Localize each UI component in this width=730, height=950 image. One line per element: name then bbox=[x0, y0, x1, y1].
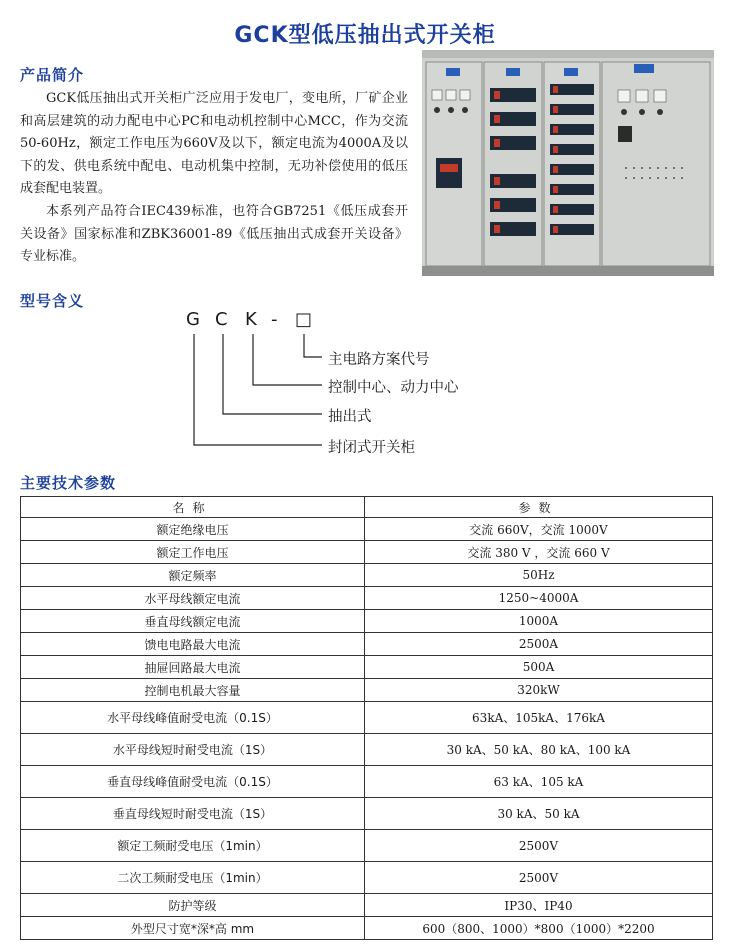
intro-paragraph-2: 本系列产品符合IEC439标准，也符合GB7251《低压成套开关设备》国家标准和ZBK36001-89《低压抽出式成套开关设备》专业标准。 bbox=[20, 203, 408, 265]
table-row bbox=[21, 830, 713, 862]
table-row bbox=[21, 798, 713, 830]
model-label-control-center: 控制中心、动力中心 bbox=[328, 380, 459, 396]
model-letter-c: C bbox=[215, 309, 228, 330]
row-value: 2500V bbox=[365, 862, 713, 894]
table-row bbox=[21, 679, 713, 702]
row-name: 控制电机最大容量 bbox=[21, 679, 365, 702]
row-value: 30 kA、50 kA、80 kA、100 kA bbox=[365, 734, 713, 766]
row-name: 额定工作电压 bbox=[21, 541, 365, 564]
model-label-enclosed: 封闭式开关柜 bbox=[328, 440, 415, 456]
row-value: 交流 660V，交流 1000V bbox=[365, 518, 713, 541]
table-row bbox=[21, 734, 713, 766]
row-name: 水平母线短时耐受电流（1S） bbox=[21, 734, 365, 766]
row-name: 垂直母线峰值耐受电流（0.1S） bbox=[21, 766, 365, 798]
row-value: 30 kA、50 kA bbox=[365, 798, 713, 830]
row-value: 2500V bbox=[365, 830, 713, 862]
row-value: 1250~4000A bbox=[365, 587, 713, 610]
switchgear-cabinet-image bbox=[422, 50, 714, 276]
row-value: 500A bbox=[365, 656, 713, 679]
model-letter-k: K bbox=[245, 309, 257, 330]
table-row bbox=[21, 587, 713, 610]
row-value: 600（800、1000）*800（1000）*2200 bbox=[365, 917, 713, 940]
specs-table bbox=[20, 496, 713, 940]
column-header-name: 名称 bbox=[21, 497, 365, 518]
table-row bbox=[21, 894, 713, 917]
table-row bbox=[21, 656, 713, 679]
row-name: 水平母线峰值耐受电流（0.1S） bbox=[21, 702, 365, 734]
row-value: 63kA、105kA、176kA bbox=[365, 702, 713, 734]
row-name: 外型尺寸宽*深*高 mm bbox=[21, 917, 365, 940]
row-value: IP30、IP40 bbox=[365, 894, 713, 917]
table-row bbox=[21, 610, 713, 633]
model-letter-g: G bbox=[186, 309, 200, 330]
column-header-value: 参数 bbox=[365, 497, 713, 518]
row-name: 抽屉回路最大电流 bbox=[21, 656, 365, 679]
row-name: 额定频率 bbox=[21, 564, 365, 587]
table-row bbox=[21, 518, 713, 541]
model-box: □ bbox=[295, 309, 313, 330]
row-value: 交流 380 V ，交流 660 V bbox=[365, 541, 713, 564]
intro-heading: 产品简介 bbox=[20, 66, 85, 84]
row-name: 额定工频耐受电压（1min） bbox=[21, 830, 365, 862]
row-name: 垂直母线额定电流 bbox=[21, 610, 365, 633]
row-value: 63 kA、105 kA bbox=[365, 766, 713, 798]
table-row bbox=[21, 633, 713, 656]
row-value: 320kW bbox=[365, 679, 713, 702]
table-row bbox=[21, 541, 713, 564]
model-label-drawout: 抽出式 bbox=[328, 409, 372, 425]
table-header-row bbox=[21, 497, 713, 518]
row-name: 馈电电路最大电流 bbox=[21, 633, 365, 656]
intro-text bbox=[20, 88, 408, 269]
table-row bbox=[21, 917, 713, 940]
row-value: 1000A bbox=[365, 610, 713, 633]
model-dash: - bbox=[271, 309, 278, 330]
model-label-main-circuit: 主电路方案代号 bbox=[328, 352, 430, 368]
model-diagram bbox=[0, 300, 730, 465]
table-row bbox=[21, 564, 713, 587]
table-row bbox=[21, 862, 713, 894]
table-row bbox=[21, 702, 713, 734]
row-name: 额定绝缘电压 bbox=[21, 518, 365, 541]
table-row bbox=[21, 766, 713, 798]
row-value: 2500A bbox=[365, 633, 713, 656]
row-name: 二次工频耐受电压（1min） bbox=[21, 862, 365, 894]
page-title: GCK型低压抽出式开关柜 bbox=[234, 23, 496, 48]
row-name: 垂直母线短时耐受电流（1S） bbox=[21, 798, 365, 830]
intro-paragraph-1: GCK低压抽出式开关柜广泛应用于发电厂，变电所，厂矿企业和高层建筑的动力配电中心PC和电动机控制中心MCC，作为交流50-60Hz，额定工作电压为660V及以下，额定电流为4000A及以下的发、供电系统中配电、电动机集中控制，无功补偿使用的低压成套配电装置。 bbox=[20, 91, 408, 197]
row-name: 防护等级 bbox=[21, 894, 365, 917]
row-value: 50Hz bbox=[365, 564, 713, 587]
model-heading: 型号含义 bbox=[20, 292, 85, 310]
row-name: 水平母线额定电流 bbox=[21, 587, 365, 610]
specs-heading: 主要技术参数 bbox=[20, 474, 117, 492]
